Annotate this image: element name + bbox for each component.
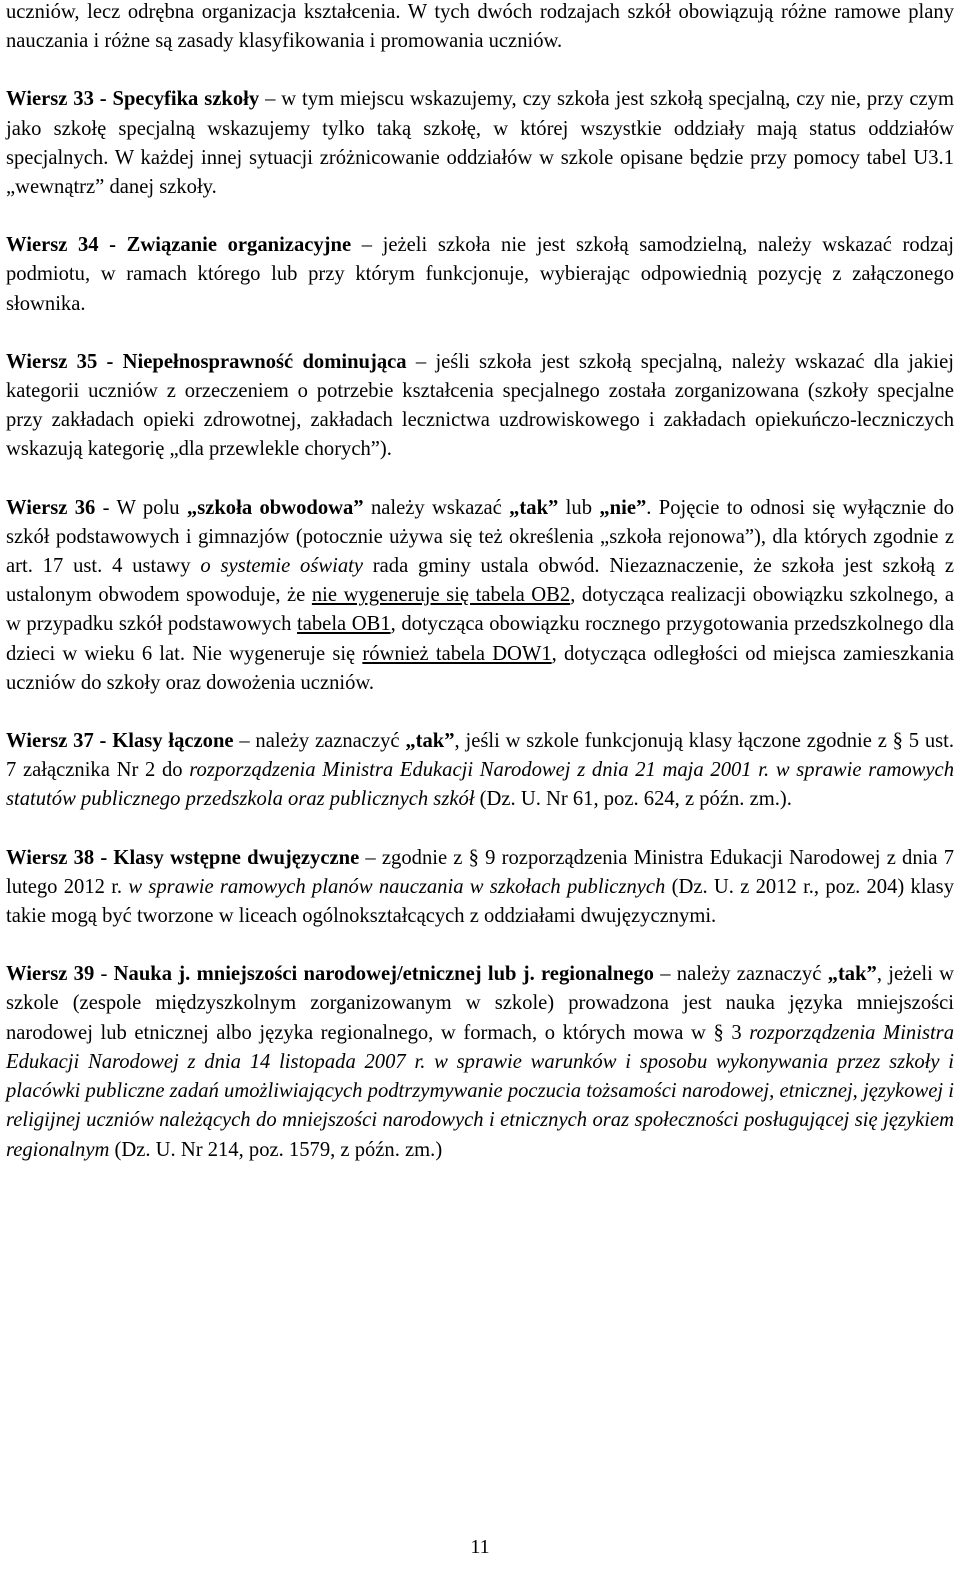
- text-run: rozporządzenia Ministra Edukacji Narodowej z dnia 21 maja 2001 r. w sprawie ramowych statutów publicznego przedszkola oraz publicznych szkół: [6, 759, 954, 811]
- text-run: , dotycząca odległości od miejsca zamieszkania uczniów do szkoły oraz dowożenia uczniów.: [6, 642, 955, 694]
- text-run: -: [94, 963, 114, 986]
- text-run: – zgodnie z § 9 rozporządzenia Ministra Edukacji Narodowej z dnia 7 lutego 2012 r.: [6, 846, 954, 898]
- paragraph-intro: [6, 0, 954, 56]
- page-number: 11: [470, 1536, 490, 1558]
- text-run: , jeżeli w szkole (zespole międzyszkolnym zorganizowanym w szkole) prowadzona jest nauka języka mniejszości narodowej lub etnicznej albo języka regionalnego, w formach, o których mowa w § 3: [6, 963, 954, 1044]
- text-run: w sprawie ramowych planów nauczania w szkołach publicznych: [128, 875, 666, 898]
- text-run: , dotycząca obowiązku rocznego przygotowania przedszkolnego dla dzieci w wieku 6 lat. Nie wygeneruje się: [6, 613, 955, 665]
- text-run: również tabela DOW1: [362, 642, 552, 665]
- text-run: Wiersz 34 - Związanie organizacyjne: [6, 234, 352, 257]
- paragraph-wiersz-36: [6, 494, 954, 698]
- text-run: , dotycząca realizacji obowiązku szkolnego, a w przypadku szkół podstawowych: [6, 584, 954, 636]
- document-page: [6, 0, 954, 1194]
- text-run: – jeżeli szkoła nie jest szkołą samodzielną, należy wskazać rodzaj podmiotu, w ramach którego lub przy którym funkcjonuje, wybierając odpowiednią pozycję z załączonego słownika.: [6, 234, 954, 315]
- text-run: lub: [558, 496, 600, 519]
- text-run: o systemie oświaty: [200, 555, 363, 578]
- text-run: Wiersz 36: [6, 496, 96, 519]
- text-run: uczniów, lecz odrębna organizacja kształcenia. W tych dwóch rodzajach szkół obowiązują różne ramowe plany nauczania i różne są zasady klasyfikowania i promowania uczniów.: [6, 1, 954, 53]
- text-run: - W polu: [95, 496, 187, 519]
- text-run: rozporządzenia Ministra Edukacji Narodowej z dnia 14 listopada 2007 r. w sprawie warunków i sposobu wykonywania przez szkoły i placówki publiczne zadań umożliwiających podtrzymywanie poczucia tożsamości narodowej, etnicznej, językowej i religijnej uczniów należących do mniejszości narodowych i etnicznych oraz społeczności posługującej się językiem regionalnym: [6, 1021, 954, 1161]
- text-run: Wiersz 33 - Specyfika szkoły: [6, 88, 260, 111]
- text-run: „tak”: [509, 496, 559, 519]
- text-run: (Dz. U. z 2012 r., poz. 204) klasy takie mogą być tworzone w liceach ogólnokształcących z oddziałami dwujęzycznymi.: [6, 875, 954, 928]
- text-run: Wiersz 38 - Klasy wstępne dwujęzyczne: [6, 846, 360, 869]
- text-run: Nauka j. mniejszości narodowej/etnicznej lub j. regionalnego: [113, 963, 654, 986]
- paragraph-wiersz-38: [6, 844, 954, 932]
- text-run: – w tym miejscu wskazujemy, czy szkoła jest szkołą specjalną, czy nie, przy czym jako szkołę specjalną wskazujemy tylko taką szkołę, w której wszystkie oddziały mają status oddziałów specjalnych. W każdej innej sytuacji zróżnicowanie oddziałów w szkole opisane będzie przy pomocy tabel U3.1 „wewnątrz” danej szkoły.: [6, 88, 954, 199]
- text-run: , jeśli w szkole funkcjonują klasy łączone zgodnie z § 5 ust. 7 załącznika Nr 2 do: [6, 730, 954, 782]
- text-run: – jeśli szkoła jest szkołą specjalną, należy wskazać dla jakiej kategorii uczniów z orzeczeniem o potrzebie kształcenia specjalnego została zorganizowana (szkoły specjalne przy zakładach opieki zdrowotnej, zakładach lecznictwa uzdrowiskowego i zakładach opiekuńczo-leczniczych wskazują kategorię „dla przewlekle chorych”).: [6, 350, 954, 461]
- text-run: należy wskazać: [363, 496, 510, 519]
- text-run: – należy zaznaczyć: [653, 963, 828, 986]
- text-run: Wiersz 39: [6, 963, 95, 986]
- text-run: „szkoła obwodowa”: [186, 496, 364, 519]
- text-run: (Dz. U. Nr 214, poz. 1579, z późn. zm.): [109, 1138, 443, 1161]
- text-run: Wiersz 35 - Niepełnosprawność dominująca: [6, 350, 407, 373]
- text-run: rada gminy ustala obwód. Niezaznaczenie, że szkoła jest szkołą z ustalonym obwodem spowoduje, że: [6, 555, 954, 607]
- text-run: „tak”: [405, 730, 455, 753]
- text-run: „tak”: [827, 963, 877, 986]
- text-run: – należy zaznaczyć: [233, 730, 406, 753]
- text-run: „nie”: [599, 496, 647, 519]
- paragraph-wiersz-33: [6, 85, 954, 202]
- text-run: . Pojęcie to odnosi się wyłącznie do szkół podstawowych i gimnazjów (potocznie używa się też określenia „szkoła rejonowa”), dla których zgodnie z art. 17 ust. 4 ustawy: [6, 496, 954, 578]
- paragraph-wiersz-35: [6, 348, 954, 465]
- paragraph-wiersz-34: [6, 231, 954, 319]
- text-run: nie wygeneruje się tabela OB2: [311, 584, 571, 607]
- text-run: (Dz. U. Nr 61, poz. 624, z późn. zm.).: [474, 788, 792, 811]
- text-run: Wiersz 37 - Klasy łączone: [6, 730, 234, 753]
- text-run: tabela OB1: [297, 613, 391, 636]
- paragraph-wiersz-39: [6, 960, 954, 1164]
- paragraph-wiersz-37: [6, 727, 954, 815]
